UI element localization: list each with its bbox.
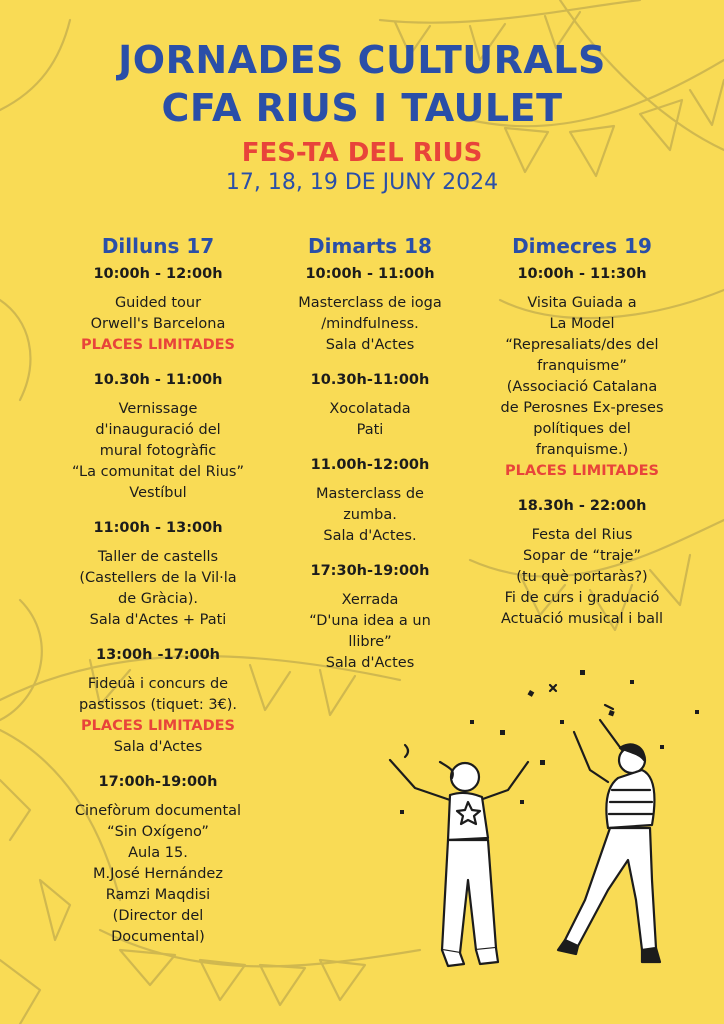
event-description-line: Sala d'Actes [325,655,415,671]
dancing-people-illustration [380,650,724,1024]
event-description-line: Fideuà i concurs de [87,676,229,692]
schedule-event [58,518,258,631]
event-description-line: franquisme.) [535,442,629,458]
event-description-line: (Associació Catalana [506,379,658,395]
event-time: 10.30h - 11:00h [93,372,223,388]
day-column-wednesday [482,232,682,644]
event-time: 11.00h-12:00h [310,457,430,473]
event-description-line: Xerrada [341,592,399,608]
event-description-line: Festa del Rius [531,527,633,543]
event-time: 10:00h - 11:00h [305,266,435,282]
event-description-line: Sala d'Actes + Pati [89,612,227,628]
schedule-event [58,264,258,356]
event-description-line: polítiques del [533,421,631,437]
day-heading: Dilluns 17 [101,234,215,258]
event-dates: 17, 18, 19 DE JUNY 2024 [225,170,499,195]
title-line-2: CFA RIUS I TAULET [161,86,563,130]
event-description-line: Pati [356,422,384,438]
event-description-line: Documental) [111,929,205,945]
event-description-line: zumba. [343,507,397,523]
event-description-line: Vestíbul [129,485,187,501]
event-time: 11:00h - 13:00h [93,520,223,536]
event-description-line: Taller de castells [97,549,219,565]
event-description-line: “Sin Oxígeno” [107,824,209,840]
event-description-line: “D'una idea a un [309,613,431,629]
title-line-1: JORNADES CULTURALS [118,38,606,82]
day-heading: Dimarts 18 [308,234,432,258]
day-heading: Dimecres 19 [512,234,652,258]
schedule-event [482,264,682,482]
schedule-event [270,455,470,547]
schedule-event [58,370,258,504]
event-time: 13:00h -17:00h [95,647,221,663]
limited-places-badge: PLACES LIMITADES [81,718,235,734]
event-description-line: (Castellers de la Vil·la [79,570,237,586]
event-description-line: Orwell's Barcelona [90,316,226,332]
limited-places-badge: PLACES LIMITADES [81,337,235,353]
event-time: 18.30h - 22:00h [517,498,647,514]
limited-places-badge: PLACES LIMITADES [505,463,659,479]
event-description-line: Actuació musical i ball [500,611,664,627]
event-description-line: llibre” [348,634,392,650]
day-column-monday [58,232,258,962]
event-time: 17:00h-19:00h [98,774,218,790]
schedule-event [58,772,258,948]
event-description-line: Cinefòrum documental [74,803,242,819]
event-time: 10:00h - 11:30h [517,266,647,282]
schedule-event [482,496,682,630]
event-description-line: Sala d'Actes. [323,528,417,544]
event-description-line: La Model [549,316,615,332]
event-description-line: Vernissage [118,401,198,417]
event-time: 10.30h-11:00h [310,372,430,388]
event-description-line: M.José Hernández [93,866,223,882]
event-description-line: d'inauguració del [95,422,221,438]
header [0,36,724,196]
schedule-event [58,645,258,758]
event-description-line: franquisme” [537,358,627,374]
event-time: 10:00h - 12:00h [93,266,223,282]
event-description-line: (tu què portaràs?) [516,569,648,585]
event-description-line: (Director del [112,908,204,924]
schedule-event [270,370,470,441]
event-time: 17:30h-19:00h [310,563,430,579]
event-location-line: Sala d'Actes [113,739,203,755]
event-description-line: Masterclass de [316,486,424,502]
event-description-line: Sopar de “traje” [523,548,641,564]
schedule-event [270,264,470,356]
event-description-line: Fi de curs i graduació [504,590,660,606]
event-description-line: pastissos (tiquet: 3€). [78,697,238,713]
event-description-line: Xocolatada [329,401,411,417]
event-description-line: Ramzi Maqdisi [105,887,211,903]
event-description-line: /mindfulness. [321,316,419,332]
event-description-line: “La comunitat del Rius” [71,464,244,480]
day-column-tuesday [270,232,470,688]
event-description-line: mural fotogràfic [99,443,217,459]
event-description-line: “Represaliats/des del [505,337,659,353]
event-description-line: Aula 15. [128,845,188,861]
event-description-line: de Gràcia). [118,591,198,607]
subtitle: FES-TA DEL RIUS [241,138,483,168]
event-description-line: Masterclass de ioga [298,295,442,311]
event-description-line: Guided tour [114,295,202,311]
event-description-line: de Perosnes Ex-preses [500,400,664,416]
event-description-line: Visita Guiada a [527,295,637,311]
event-description-line: Sala d'Actes [325,337,415,353]
